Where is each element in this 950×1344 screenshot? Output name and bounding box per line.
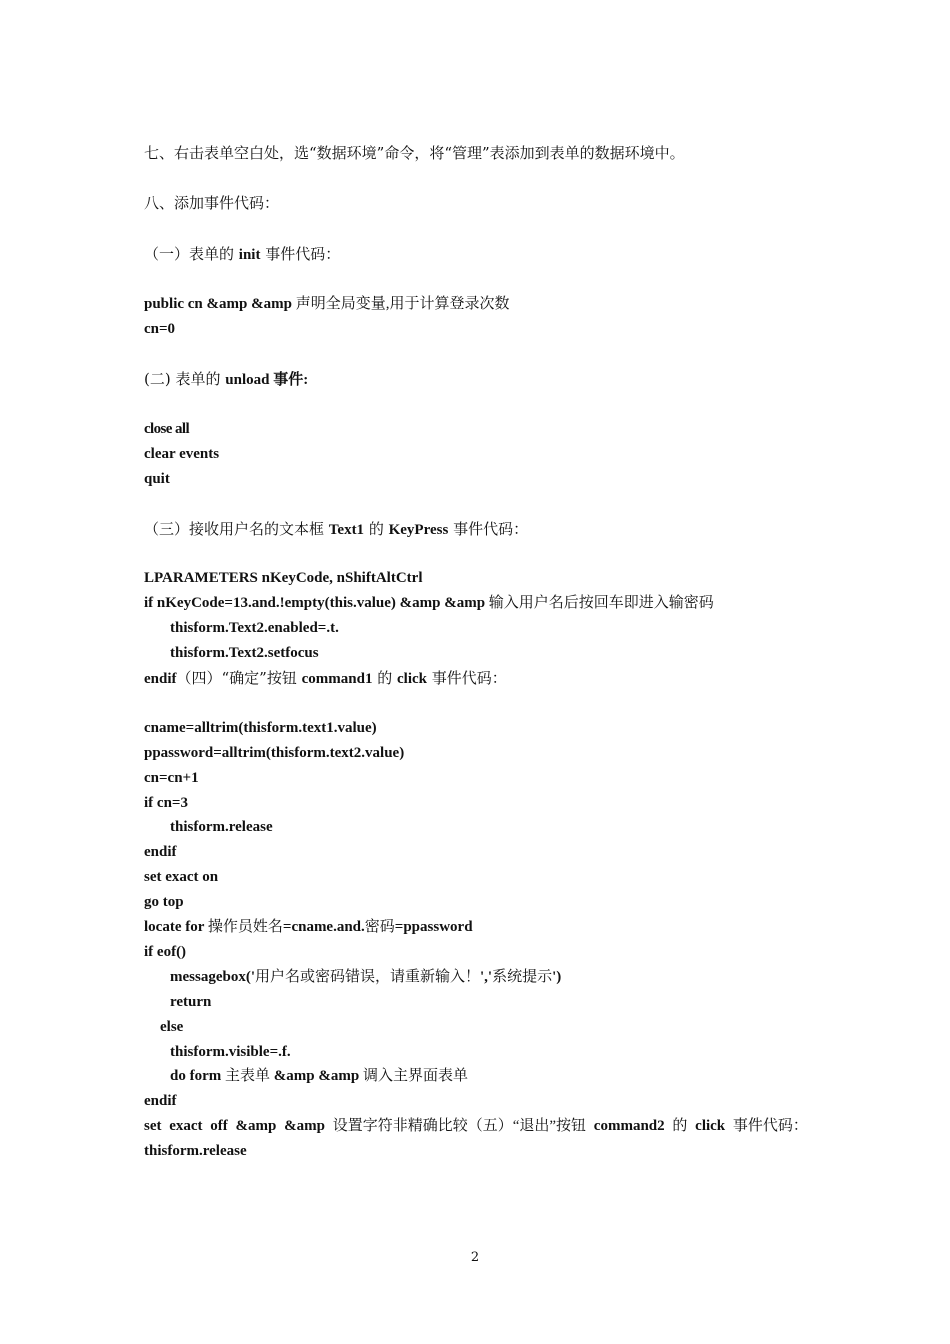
code-line-else: else <box>160 1019 184 1035</box>
code-line-set-exact-on: set exact on <box>144 869 219 885</box>
heading-init-event: （一）表单的 init 事件代码： <box>144 245 341 263</box>
code-line-visible-false: thisform.visible=.f. <box>170 1044 291 1060</box>
code-line-endif-1: endif <box>144 844 177 860</box>
code-line-release-2: thisform.release <box>144 1143 247 1159</box>
code-line-close-all: close all <box>144 421 190 437</box>
heading-keypress-event: （三）接收用户名的文本框 Text1 的 KeyPress 事件代码： <box>144 520 529 538</box>
heading-unload-event: (二) 表单的 unload 事件: <box>144 370 309 388</box>
code-line-messagebox: messagebox('用户名或密码错误，请重新输入！','系统提示') <box>170 969 562 985</box>
code-line-return: return <box>170 994 212 1010</box>
code-line-lparameters: LPARAMETERS nKeyCode, nShiftAltCtrl <box>144 570 423 586</box>
code-line-endif-heading-confirm: endif（四）“确定”按钮 command1 的 click 事件代码： <box>144 669 507 687</box>
code-line-quit: quit <box>144 471 170 487</box>
code-line-public: public cn &amp &amp 声明全局变量,用于计算登录次数 <box>144 296 510 312</box>
code-line-cn-zero: cn=0 <box>144 321 176 337</box>
code-line-clear-events: clear events <box>144 446 220 462</box>
code-line-text2-enabled: thisform.Text2.enabled=.t. <box>170 620 339 636</box>
code-line-cname: cname=alltrim(thisform.text1.value) <box>144 720 377 736</box>
code-line-set-exact-off-heading-exit: set exact off &amp &amp 设置字符非精确比较（五）“退出”按钮 command2 的 click 事件代码： <box>144 1118 808 1134</box>
code-line-if-cn3: if cn=3 <box>144 795 188 811</box>
code-line-release-1: thisform.release <box>170 819 273 835</box>
code-line-if-keycode: if nKeyCode=13.and.!empty(this.value) &amp &amp 输入用户名后按回车即进入输密码 <box>144 595 714 611</box>
paragraph-step-7: 七、右击表单空白处，选“数据环境”命令，将“管理”表添加到表单的数据环境中。 <box>144 144 685 162</box>
code-line-endif-2: endif <box>144 1093 177 1109</box>
code-line-go-top: go top <box>144 894 184 910</box>
code-line-ppassword: ppassword=alltrim(thisform.text2.value) <box>144 745 405 761</box>
paragraph-step-8: 八、添加事件代码： <box>144 194 280 212</box>
page-number: 2 <box>470 1250 480 1265</box>
code-line-text2-setfocus: thisform.Text2.setfocus <box>170 645 319 661</box>
code-line-if-eof: if eof() <box>144 944 187 960</box>
code-line-locate: locate for 操作员姓名=cname.and.密码=ppassword <box>144 919 473 935</box>
code-line-do-form: do form 主表单 &amp &amp 调入主界面表单 <box>170 1068 468 1084</box>
code-line-cn-increment: cn=cn+1 <box>144 770 199 786</box>
